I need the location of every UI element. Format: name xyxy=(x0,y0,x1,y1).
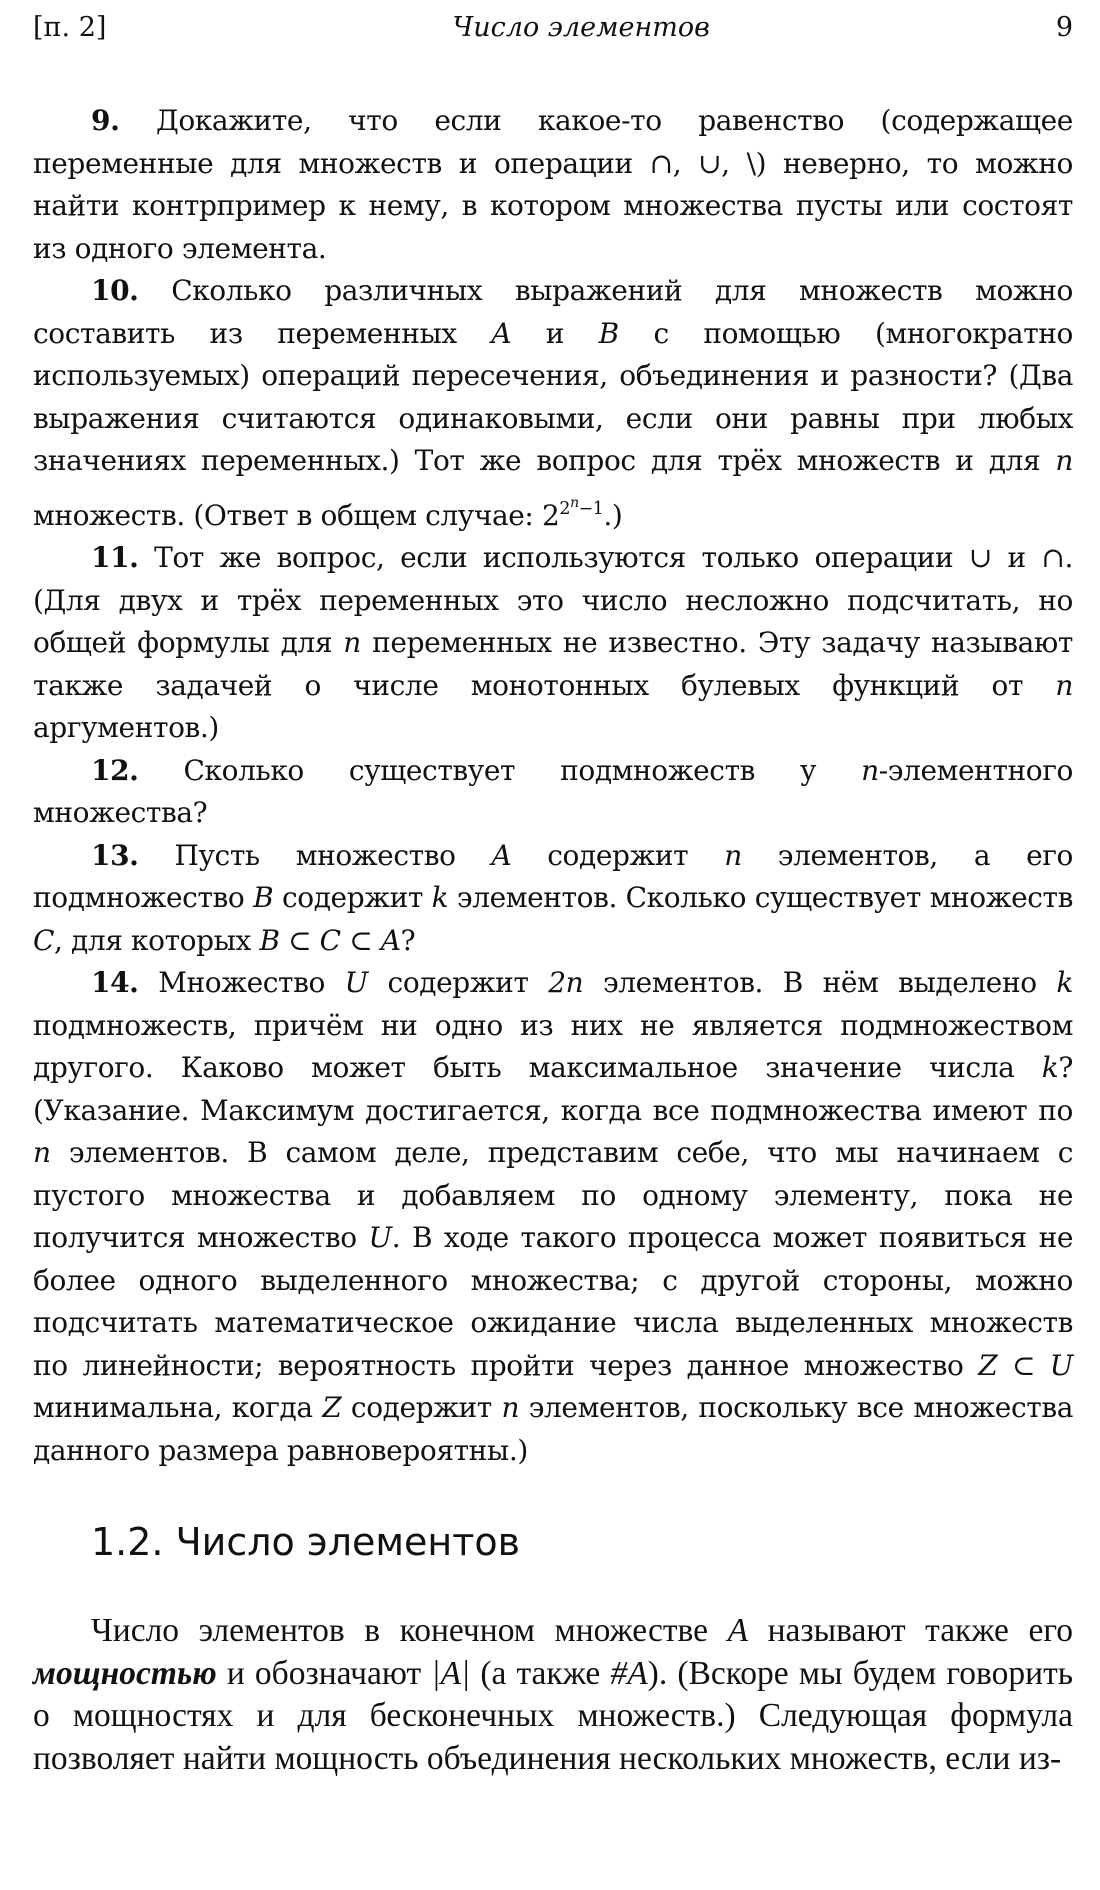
defined-term: мощностью xyxy=(33,1654,217,1692)
exercise-number: 12. xyxy=(91,753,139,787)
exercise-text: с помощью (многократно используемых) операций пересечения, объединения и разности? (Два выражения считаются одинаковыми, если они равны при любых значениях переменных.) Тот же вопрос для трёх множеств и для xyxy=(33,316,1074,477)
exercise-text: переменных не известно. Эту задачу называют также задачей о числе монотонных булевых функций от xyxy=(33,626,1073,702)
math-variable: n xyxy=(1055,444,1073,477)
formula-exponent-base: 2 xyxy=(559,499,571,520)
exercise-text: аргументов.) xyxy=(33,711,219,745)
math-variable: U xyxy=(368,1221,392,1255)
section-heading: 1.2. Число элементов xyxy=(91,1520,521,1565)
exercise-text: Множество xyxy=(158,966,345,1000)
math-variable: k xyxy=(1041,1051,1059,1085)
count-notation: #A xyxy=(610,1654,648,1692)
exercise-text: Пусть множество xyxy=(174,838,492,872)
math-variable: n xyxy=(343,626,361,660)
exercise-number: 13. xyxy=(91,838,139,872)
math-variable: k xyxy=(431,881,449,915)
cardinality-notation: |A| xyxy=(431,1654,471,1692)
inclusion-formula: B ⊂ C ⊂ A xyxy=(259,923,401,957)
math-variable: B xyxy=(253,881,274,915)
exercise-text: Докажите, что если какое-то равенство (содержащее переменные для множеств и операции ∩, ∪, \) неверно, то можно найти контрпример к нему, в котором множества пусты или состоят из одного элемента. xyxy=(33,104,1073,265)
exercise-text: Сколько различных выражений для множеств можно составить из переменных xyxy=(33,274,1073,350)
exercise-9 xyxy=(33,100,1073,270)
exercise-number: 14. xyxy=(91,966,139,1000)
book-page xyxy=(33,8,1073,1780)
exercise-text: минимальна, когда xyxy=(33,1391,323,1425)
formula-exponent-variable: n xyxy=(570,495,579,512)
header-title: Число элементов xyxy=(452,12,710,43)
exercise-text: .) xyxy=(603,498,623,532)
exercise-text: Сколько существует подмножеств у xyxy=(183,753,862,787)
exercise-text: -элементного множества? xyxy=(33,753,1073,830)
math-variable: A xyxy=(491,316,512,350)
math-variable: 2n xyxy=(548,966,584,1000)
exercise-text: содержит xyxy=(367,966,549,1000)
exercise-text: элементов, а его подмножество xyxy=(33,838,1073,915)
body-text: и обозначают xyxy=(216,1654,432,1692)
formula-exponent-tail: −1 xyxy=(578,499,604,520)
exercise-list xyxy=(33,100,1073,1472)
exercise-number: 10. xyxy=(91,274,139,307)
exercise-text: ? (Указание. Максимум достигается, когда все подмножества имеют по xyxy=(33,1051,1073,1127)
exercise-text: множеств. (Ответ в общем случае: xyxy=(33,498,542,532)
exercise-10 xyxy=(33,270,1073,537)
formula-base: 2 xyxy=(541,498,560,532)
body-text: ). (Вскоре мы будем говорить о мощностях и для бесконечных множеств.) Следующая формула позволяет найти мощность объединения нескольких множеств, если из- xyxy=(33,1654,1073,1777)
exercise-text: элементов. В нём выделено xyxy=(583,966,1057,1000)
math-variable: n xyxy=(1055,668,1073,702)
exercise-number: 9. xyxy=(91,104,120,137)
math-variable: B xyxy=(598,316,619,350)
math-variable: n xyxy=(501,1391,520,1425)
page-number: 9 xyxy=(1055,12,1073,43)
math-variable: A xyxy=(727,1612,749,1650)
math-variable: n xyxy=(861,753,879,787)
exercise-14 xyxy=(33,962,1073,1472)
header-section-ref: [п. 2] xyxy=(33,12,107,43)
exercise-number: 11. xyxy=(91,541,139,575)
running-head xyxy=(33,8,1073,48)
inclusion-formula: Z ⊂ U xyxy=(978,1348,1073,1382)
exercise-text: и xyxy=(511,316,599,350)
exercise-text: содержит xyxy=(511,838,725,872)
formula-exponent xyxy=(559,495,604,520)
math-variable: U xyxy=(344,966,368,1000)
exercise-text: содержит xyxy=(273,881,432,915)
exercise-text: ? xyxy=(400,923,416,957)
exercise-13 xyxy=(33,835,1073,963)
body-text: (а также xyxy=(470,1654,611,1692)
exercise-text: элементов. Сколько существует множеств xyxy=(448,881,1073,915)
exercise-text: содержит xyxy=(341,1391,502,1425)
math-variable: n xyxy=(33,1136,51,1170)
body-text: называют также его xyxy=(748,1612,1073,1650)
math-variable: C xyxy=(33,923,55,957)
math-variable: n xyxy=(724,838,742,872)
answer-formula xyxy=(541,495,604,532)
body-paragraph xyxy=(33,1610,1073,1780)
exercise-text: элементов, поскольку все множества данного размера равновероятны.) xyxy=(33,1391,1073,1467)
exercise-text: элементов. В самом деле, представим себе, что мы начинаем с пустого множества и добавляем по одному элементу, пока не получится множество xyxy=(33,1136,1073,1255)
math-variable: Z xyxy=(322,1391,342,1425)
exercise-text: . В ходе такого процесса может появиться не более одного выделенного множества; с другой стороны, можно подсчитать математическое ожидание числа выделенных множеств по линейности; вероятность пройти через данное множество xyxy=(33,1221,1074,1382)
exercise-text: подмножеств, причём ни одно из них не является подмножеством другого. Каково может быть максимальное значение числа xyxy=(33,1008,1073,1085)
exercise-text: Тот же вопрос, если используются только операции ∪ и ∩. (Для двух и трёх переменных это число несложно подсчитать, но общей формулы для xyxy=(33,541,1073,660)
exercise-11 xyxy=(33,537,1073,750)
exercise-text: , для которых xyxy=(54,923,260,957)
math-variable: A xyxy=(491,838,512,872)
body-text: Число элементов в конечном множестве xyxy=(91,1612,728,1650)
math-variable: k xyxy=(1056,966,1073,1000)
exercise-12 xyxy=(33,750,1073,835)
